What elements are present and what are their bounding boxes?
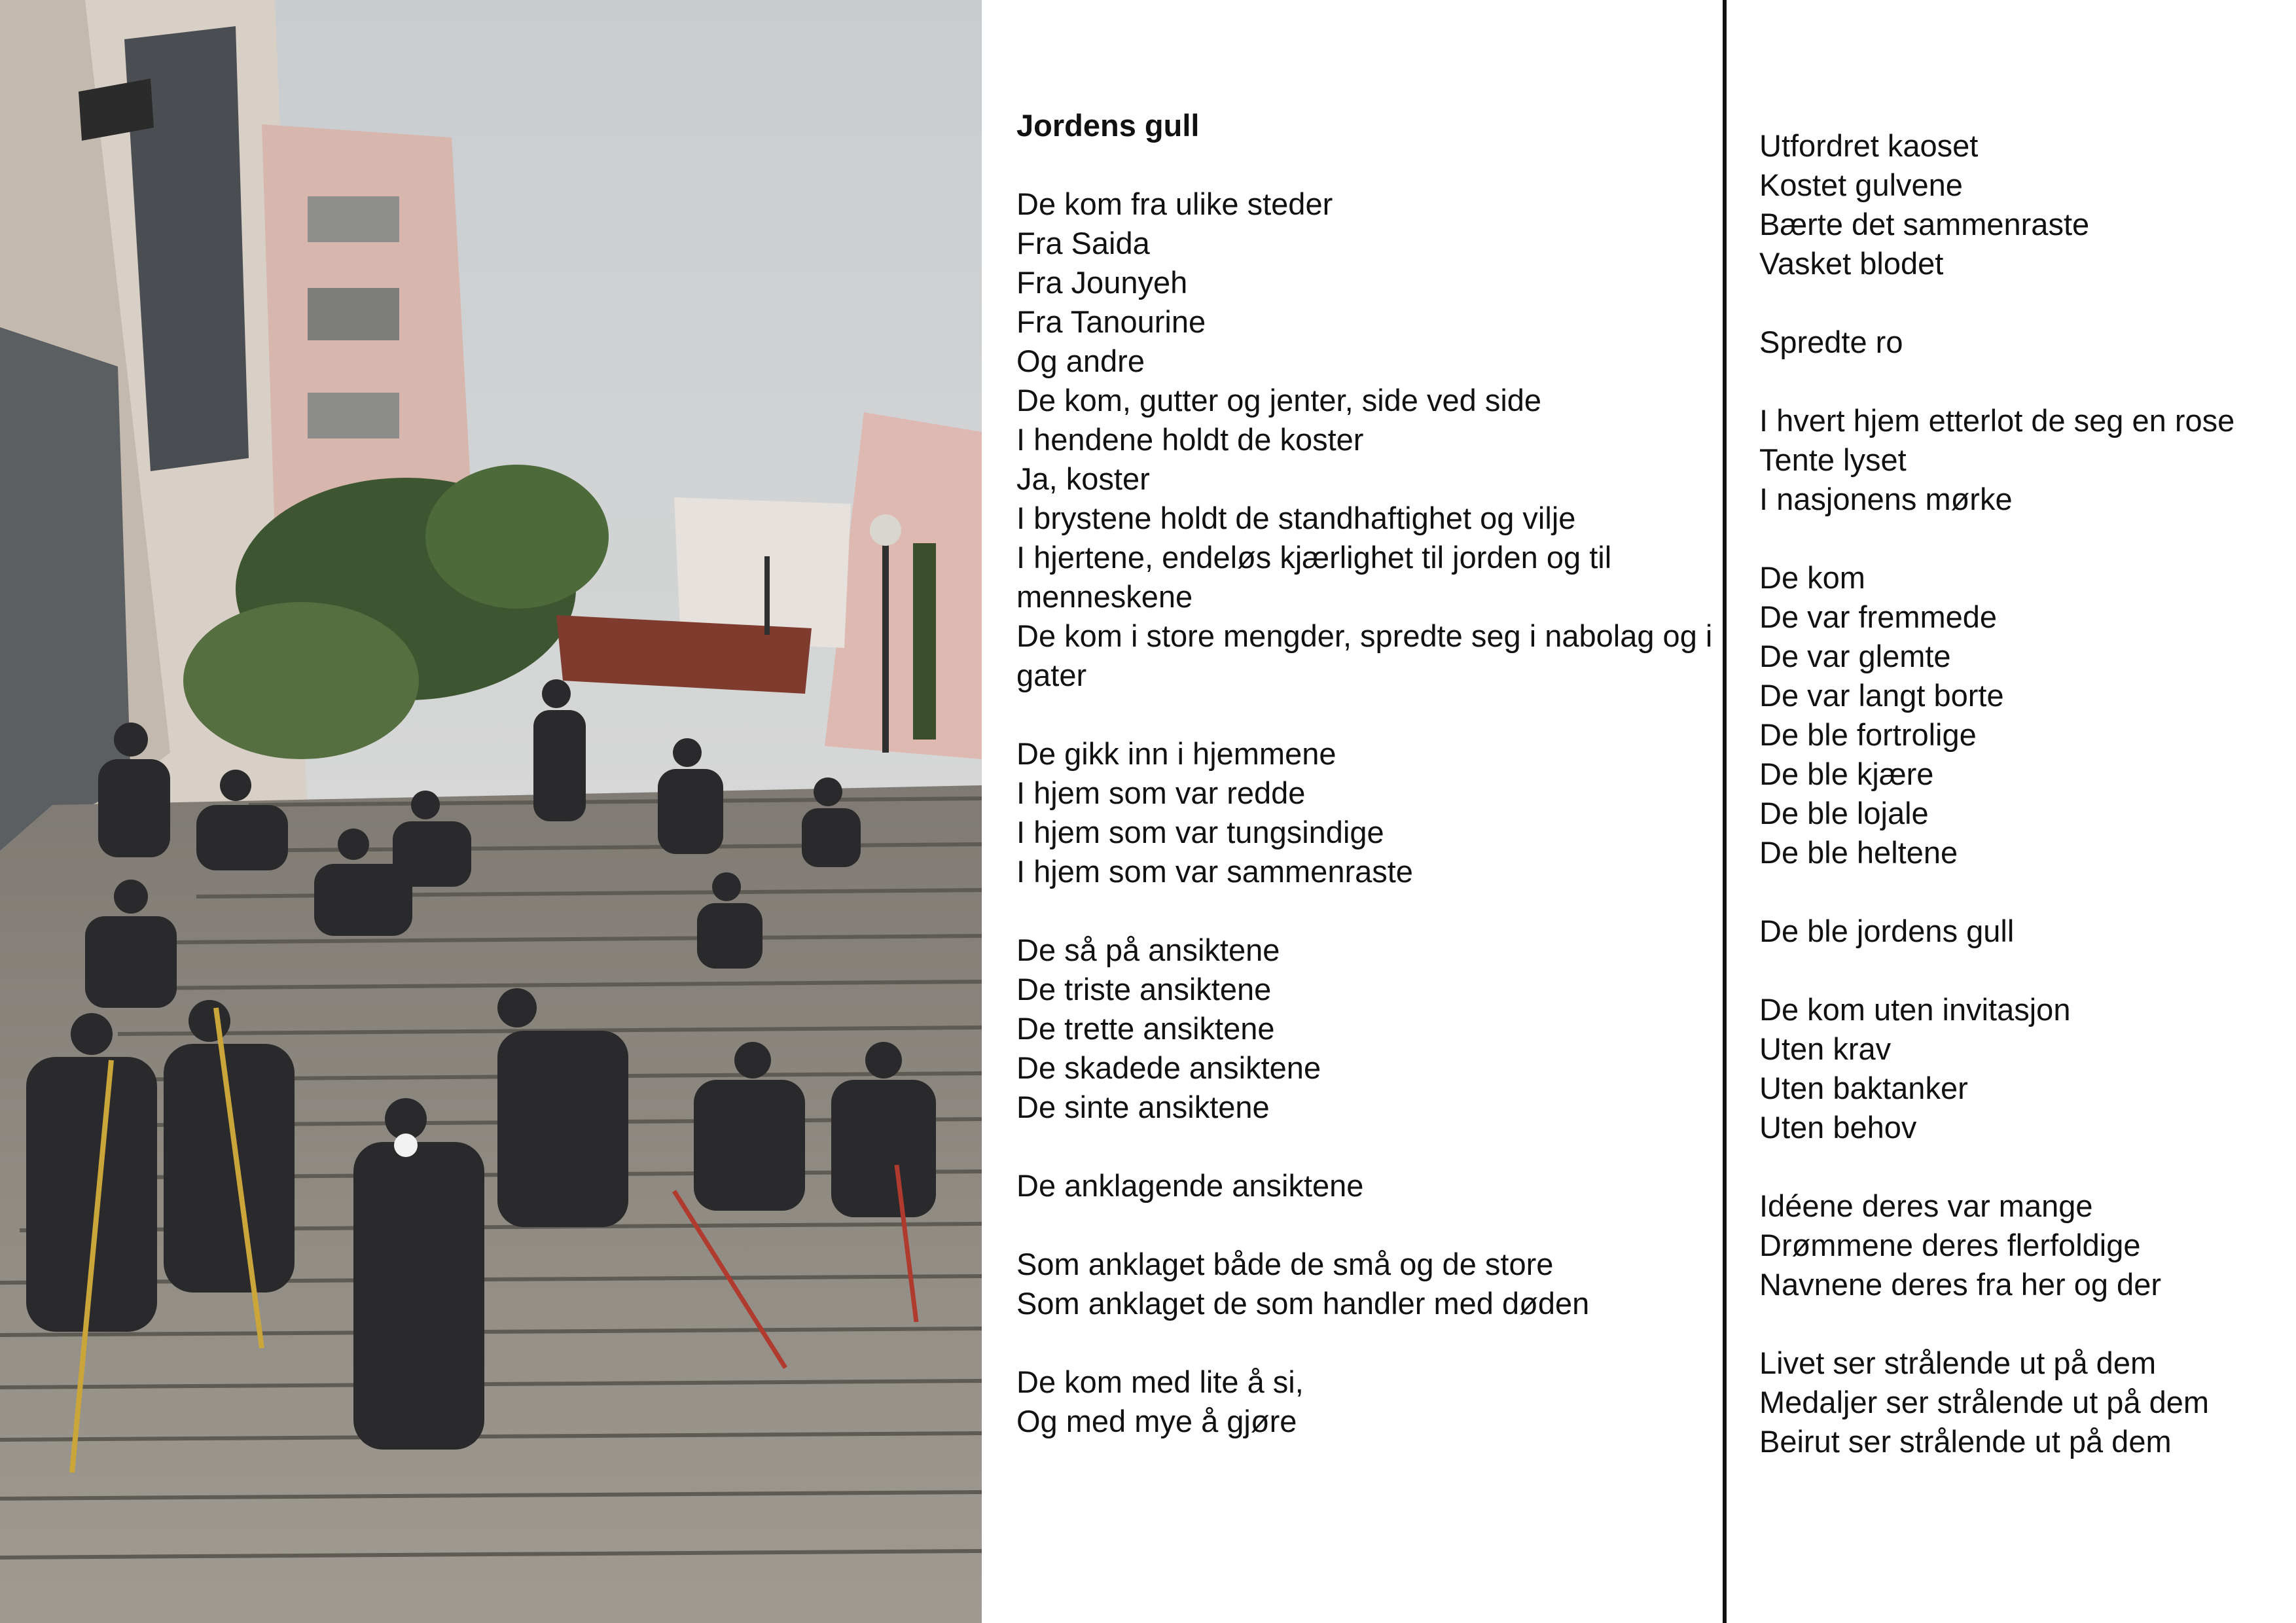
poem-column-right bbox=[1759, 126, 2283, 1461]
poem-stanza bbox=[1016, 1166, 1723, 1205]
poem-stanza bbox=[1759, 1344, 2283, 1461]
poem-stanza bbox=[1016, 1363, 1723, 1441]
poem-line: De kom, gutter og jenter, side ved side bbox=[1016, 383, 1542, 418]
poem-line: Spredte ro bbox=[1759, 325, 1903, 359]
poem-line: De så på ansiktene bbox=[1016, 933, 1280, 967]
poem-stanza bbox=[1759, 912, 2283, 951]
poem-line: Ja, koster bbox=[1016, 461, 1150, 496]
poem-line: Bærte det sammenraste bbox=[1759, 207, 2090, 241]
poem-line: I hjem som var tungsindige bbox=[1016, 815, 1384, 849]
poem-line: I hjem som var sammenraste bbox=[1016, 854, 1413, 889]
beirut-stairs-photo bbox=[0, 0, 982, 1623]
poem-line: De ble lojale bbox=[1759, 796, 1929, 830]
poem-line: De kom med lite å si, bbox=[1016, 1364, 1304, 1399]
poem-stanza bbox=[1016, 1245, 1723, 1323]
poem-stanza bbox=[1759, 126, 2283, 283]
poem-stanza bbox=[1016, 931, 1723, 1127]
poem-line: Uten baktanker bbox=[1759, 1071, 1968, 1105]
column-divider bbox=[1723, 0, 1727, 1623]
poem-line: I hjertene, endeløs kjærlighet til jorden og til menneskene bbox=[1016, 540, 1612, 614]
poem-line: De anklagende ansiktene bbox=[1016, 1168, 1364, 1203]
poem-stanza bbox=[1016, 734, 1723, 891]
poem-line: De ble kjære bbox=[1759, 757, 1934, 791]
poem-line: De sinte ansiktene bbox=[1016, 1090, 1270, 1124]
poem-line: Som anklaget både de små og de store bbox=[1016, 1247, 1554, 1281]
right-stanzas bbox=[1759, 126, 2283, 1461]
poem-line: Idéene deres var mange bbox=[1759, 1188, 2093, 1223]
poem-stanza bbox=[1016, 185, 1723, 695]
poem-line: De gikk inn i hjemmene bbox=[1016, 736, 1336, 771]
poem-line: Uten krav bbox=[1759, 1031, 1892, 1066]
poem-line: I hvert hjem etterlot de seg en rose bbox=[1759, 403, 2235, 438]
poem-line: De var langt borte bbox=[1759, 678, 2004, 713]
poem-line: Tente lyset bbox=[1759, 442, 1907, 477]
poem-line: Livet ser strålende ut på dem bbox=[1759, 1346, 2157, 1380]
poem-line: Utfordret kaoset bbox=[1759, 128, 1979, 163]
poem-stanza bbox=[1759, 558, 2283, 872]
poem-stanza bbox=[1759, 1186, 2283, 1304]
poem-line: De ble fortrolige bbox=[1759, 717, 1977, 752]
poem-line: De var fremmede bbox=[1759, 599, 1998, 634]
poem-line: Medaljer ser strålende ut på dem bbox=[1759, 1385, 2210, 1419]
poem-line: Og med mye å gjøre bbox=[1016, 1404, 1297, 1438]
poem-line: Fra Jounyeh bbox=[1016, 265, 1188, 300]
poem-line: De kom fra ulike steder bbox=[1016, 187, 1333, 221]
poem-line: Beirut ser strålende ut på dem bbox=[1759, 1424, 2172, 1459]
poem-line: De kom bbox=[1759, 560, 1865, 595]
poem-stanza bbox=[1759, 401, 2283, 519]
photo-illustration bbox=[0, 0, 982, 1623]
poem-line: De var glemte bbox=[1759, 639, 1951, 673]
poem-stanza bbox=[1759, 990, 2283, 1147]
poem-line: Og andre bbox=[1016, 344, 1145, 378]
poem-line: De ble jordens gull bbox=[1759, 914, 2015, 948]
poem-line: I hendene holdt de koster bbox=[1016, 422, 1364, 457]
poem-line: Uten behov bbox=[1759, 1110, 1917, 1145]
poem-line: De trette ansiktene bbox=[1016, 1011, 1275, 1046]
poem-line: De kom i store mengder, spredte seg i nabolag og i gater bbox=[1016, 618, 1713, 692]
poem-line: De skadede ansiktene bbox=[1016, 1050, 1321, 1085]
poem-line: Som anklaget de som handler med døden bbox=[1016, 1286, 1590, 1321]
poem-stanza bbox=[1759, 323, 2283, 362]
poem-line: Fra Saida bbox=[1016, 226, 1150, 260]
poem-line: I brystene holdt de standhaftighet og vilje bbox=[1016, 501, 1576, 535]
poem-line: Vasket blodet bbox=[1759, 246, 1944, 281]
poem-line: De triste ansiktene bbox=[1016, 972, 1272, 1007]
left-stanzas bbox=[1016, 185, 1723, 1441]
poem-line: Kostet gulvene bbox=[1759, 168, 1963, 202]
poem-line: De ble heltene bbox=[1759, 835, 1958, 870]
poem-title: Jordens gull bbox=[1016, 108, 1200, 143]
poem-line: Fra Tanourine bbox=[1016, 304, 1206, 339]
poem-line: De kom uten invitasjon bbox=[1759, 992, 2071, 1027]
poem-column-left bbox=[1016, 106, 1723, 1441]
poem-line: I hjem som var redde bbox=[1016, 776, 1306, 810]
poem-line: Drømmene deres flerfoldige bbox=[1759, 1228, 2141, 1262]
poem-line: I nasjonens mørke bbox=[1759, 482, 2013, 516]
poem-line: Navnene deres fra her og der bbox=[1759, 1267, 2161, 1302]
